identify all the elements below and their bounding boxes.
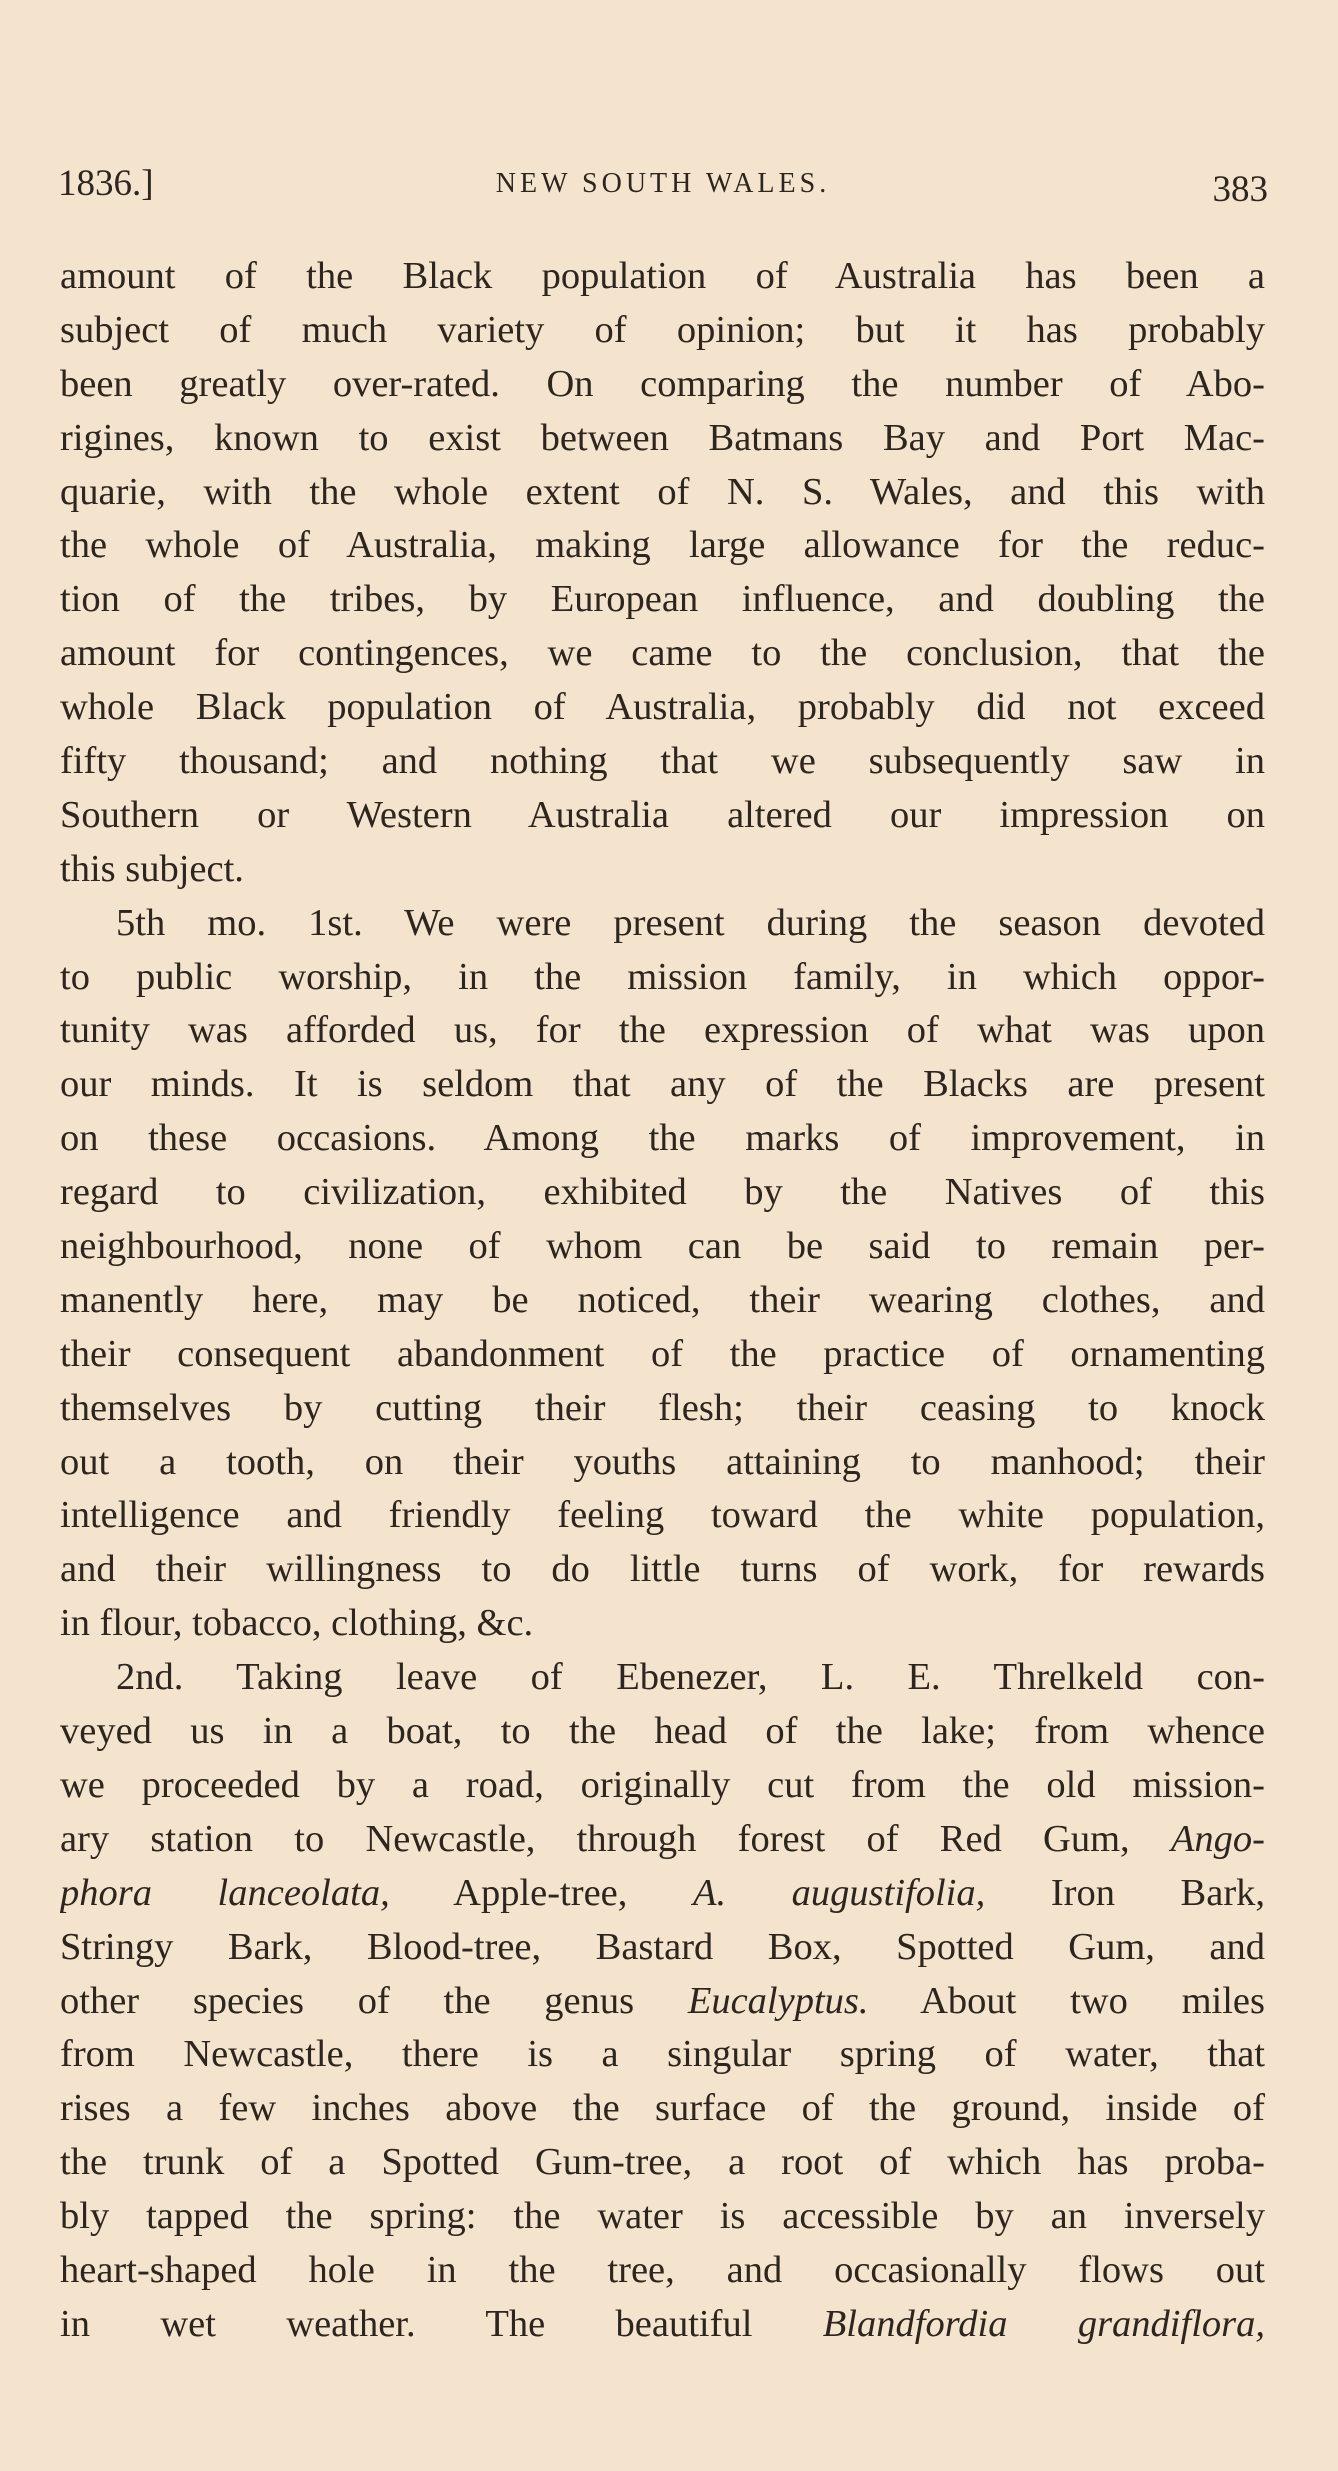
text-line: on these occasions. Among the marks of improvement, in (60, 1117, 1265, 1160)
text-line: rises a few inches above the surface of the ground, inside of (60, 2087, 1265, 2130)
text-line (60, 1975, 1265, 2029)
text-line: from Newcastle, there is a singular spring of water, that (60, 2033, 1265, 2076)
body-text (60, 250, 1265, 2352)
text-line: this subject. (60, 847, 244, 890)
italic-term: Blandfordia grandiflora, (822, 2302, 1265, 2345)
text-line: Southern or Western Australia altered our impression on (60, 793, 1265, 836)
line-segment: About two miles (868, 1979, 1265, 2022)
text-line: heart-shaped hole in the tree, and occasionally flows out (60, 2248, 1265, 2291)
line-segment: ary station to Newcastle, through forest of Red Gum, (60, 1817, 1171, 1860)
text-line: amount of the Black population of Australia has been a (60, 255, 1265, 297)
text-line: veyed us in a boat, to the head of the lake; from whence (60, 1710, 1265, 1753)
text-line: regard to civilization, exhibited by the Natives of this (60, 1171, 1265, 1214)
text-line: the trunk of a Spotted Gum-tree, a root of which has proba- (60, 2141, 1265, 2184)
italic-term: Ango- (1170, 1817, 1265, 1860)
text-line (60, 1867, 1265, 1921)
text-line: the whole of Australia, making large allowance for the reduc- (60, 524, 1265, 567)
line-segment: other species of the genus (60, 1979, 688, 2022)
text-line: tion of the tribes, by European influence, and doubling the (60, 578, 1265, 621)
text-line: rigines, known to exist between Batmans Bay and Port Mac- (60, 416, 1265, 459)
line-segment: Iron Bark, (985, 1871, 1265, 1914)
text-line: bly tapped the spring: the water is accessible by an inversely (60, 2195, 1265, 2238)
text-line (60, 1813, 1265, 1867)
text-line: Stringy Bark, Blood-tree, Bastard Box, Spotted Gum, and (60, 1925, 1265, 1968)
text-line: to public worship, in the mission family, in which oppor- (60, 955, 1265, 998)
text-line: in flour, tobacco, clothing, &c. (60, 1602, 534, 1645)
line-segment: Apple-tree, (389, 1871, 693, 1914)
text-line: 2nd. Taking leave of Ebenezer, L. E. Threlkeld con- (116, 1656, 1265, 1699)
page-number: 383 (1212, 169, 1268, 210)
text-line: our minds. It is seldom that any of the Blacks are present (60, 1063, 1265, 1106)
italic-term: A. augustifolia, (692, 1871, 986, 1914)
text-line: tunity was afforded us, for the expression of what was upon (60, 1009, 1265, 1052)
line-segment: in wet weather. The beautiful (60, 2302, 823, 2345)
text-line: themselves by cutting their flesh; their ceasing to knock (60, 1386, 1265, 1429)
text-line: intelligence and friendly feeling toward the white population, (60, 1494, 1265, 1537)
running-head (58, 162, 1268, 212)
text-line: we proceeded by a road, originally cut from the old mission- (60, 1763, 1265, 1806)
text-line: fifty thousand; and nothing that we subsequently saw in (60, 740, 1265, 783)
text-line: out a tooth, on their youths attaining to manhood; their (60, 1440, 1265, 1483)
text-line: 5th mo. 1st. We were present during the season devoted (116, 901, 1265, 944)
text-line: and their willingness to do little turns of work, for rewards (60, 1548, 1265, 1591)
header-title: NEW SOUTH WALES. (495, 168, 831, 199)
header-year: 1836.] (58, 163, 154, 204)
text-line: whole Black population of Australia, probably did not exceed (60, 686, 1265, 729)
italic-term: Eucalyptus. (687, 1979, 869, 2022)
text-line: quarie, with the whole extent of N. S. Wales, and this with (60, 470, 1265, 513)
text-line (60, 2298, 1265, 2352)
text-line: been greatly over-rated. On comparing the number of Abo- (60, 362, 1265, 405)
italic-term: phora lanceolata, (60, 1871, 390, 1914)
text-line: neighbourhood, none of whom can be said to remain per- (60, 1225, 1265, 1268)
text-line: manently here, may be noticed, their wearing clothes, and (60, 1278, 1265, 1321)
text-line: amount for contingences, we came to the conclusion, that the (60, 632, 1265, 675)
text-line: subject of much variety of opinion; but it has probably (60, 308, 1265, 351)
text-line: their consequent abandonment of the practice of ornamenting (60, 1332, 1265, 1375)
